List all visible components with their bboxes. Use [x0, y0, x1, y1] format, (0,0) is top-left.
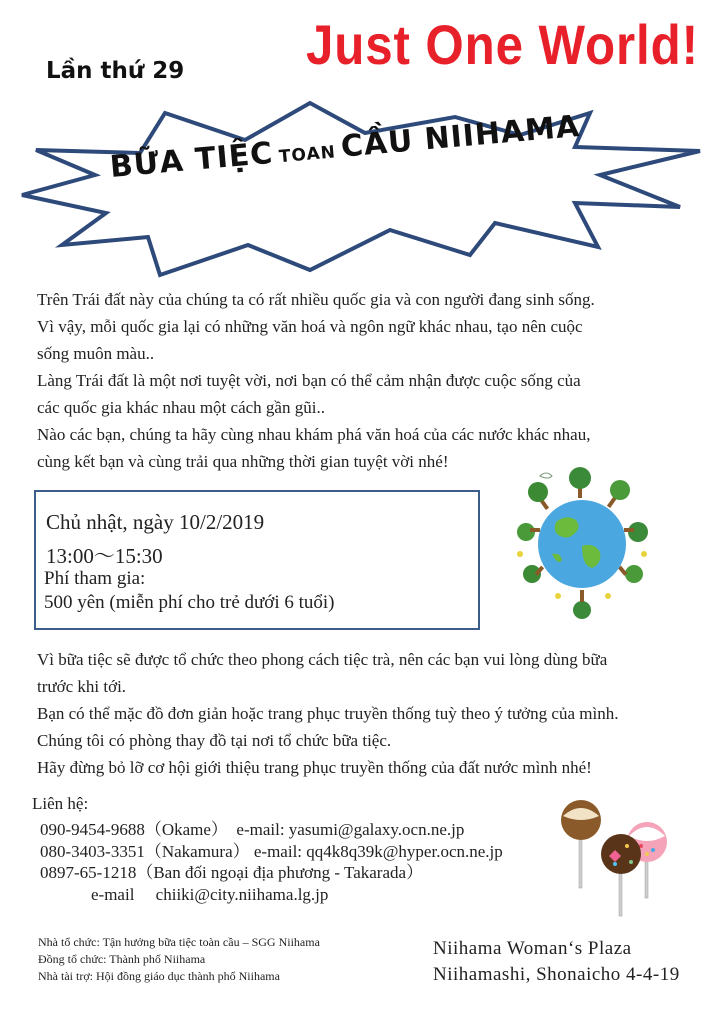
co-organizer-info: Đồng tổ chức: Thành phố Niihama [38, 952, 206, 966]
contact-line-takarada: 0897-65-1218（Ban đối ngoại địa phương - Takarada） [40, 863, 424, 882]
cake-pops-icon [555, 798, 675, 918]
contact-line-city-email: e-mail chiiki@city.niihama.lg.jp [40, 885, 329, 904]
sponsor-info: Nhà tài trợ: Hội đồng giáo dục thành phố Niihama [38, 969, 280, 983]
note-line: trước khi tới. [37, 677, 127, 696]
venue-name: Niihama Woman‘s Plaza [433, 938, 632, 959]
cake-pop [601, 834, 641, 874]
earth-with-trees-icon [512, 462, 652, 622]
title-part-3: CẦU NIIHAMA [339, 108, 582, 165]
title-part-2: TOAN [278, 142, 337, 168]
dove-icon [540, 473, 552, 478]
intro-line: Trên Trái đất này của chúng ta có rất nhiều quốc gia và con người đang sinh sống. [37, 290, 595, 309]
intro-line: các quốc gia khác nhau một cách gần gũi.. [37, 398, 325, 417]
intro-line: sống muôn màu.. [37, 344, 155, 363]
venue-address: Niihamashi, Shonaicho 4-4-19 [433, 964, 680, 985]
note-line: Vì bữa tiệc sẽ được tổ chức theo phong cách tiệc trà, nên các bạn vui lòng dùng bữa [37, 650, 608, 669]
edition-label: Lần thứ 29 [46, 58, 185, 84]
notes-paragraph [37, 646, 618, 781]
event-date: Chủ nhật, ngày 10/2/2019 [46, 510, 265, 534]
note-line: Bạn có thể mặc đồ đơn giản hoặc trang phục truyền thống tuỳ theo ý tưởng của mình. [37, 704, 619, 723]
headline: Just One World! [306, 13, 699, 76]
title-part-1: BỮA TIỆC [108, 135, 275, 185]
organizer-info: Nhà tổ chức: Tận hưởng bữa tiệc toàn cầu – SGG Niihama [38, 935, 320, 949]
contact-line-nakamura: 080-3403-3351（Nakamura） e-mail: qq4k8q39k@hyper.ocn.ne.jp [40, 842, 503, 861]
intro-line: Làng Trái đất là một nơi tuyệt vời, nơi bạn có thể cảm nhận được cuộc sống của [37, 371, 581, 390]
contact-line-okame: 090-9454-9688（Okame） e-mail: yasumi@galaxy.ocn.ne.jp [40, 820, 465, 839]
event-time: 13:00～15:30 [46, 544, 163, 568]
intro-paragraph [37, 286, 595, 475]
intro-line: Nào các bạn, chúng ta hãy cùng nhau khám phá văn hoá của các nước khác nhau, [37, 425, 591, 444]
note-line: Chúng tôi có phòng thay đồ tại nơi tổ chức bữa tiệc. [37, 731, 392, 750]
earth-circle [538, 500, 626, 588]
intro-line: cùng kết bạn và cùng trải qua những thời gian tuyệt vời nhé! [37, 452, 449, 471]
starburst-banner [0, 95, 709, 295]
event-details-box [34, 490, 480, 630]
fee-label: Phí tham gia: [44, 568, 146, 589]
note-line: Hãy đừng bỏ lỡ cơ hội giới thiệu trang phục truyền thống của đất nước mình nhé! [37, 758, 592, 777]
contact-label: Liên hệ: [32, 794, 89, 813]
intro-line: Vì vậy, mỗi quốc gia lại có những văn hoá và ngôn ngữ khác nhau, tạo nên cuộc [37, 317, 583, 336]
fee-value: 500 yên (miễn phí cho trẻ dưới 6 tuổi) [44, 592, 335, 613]
